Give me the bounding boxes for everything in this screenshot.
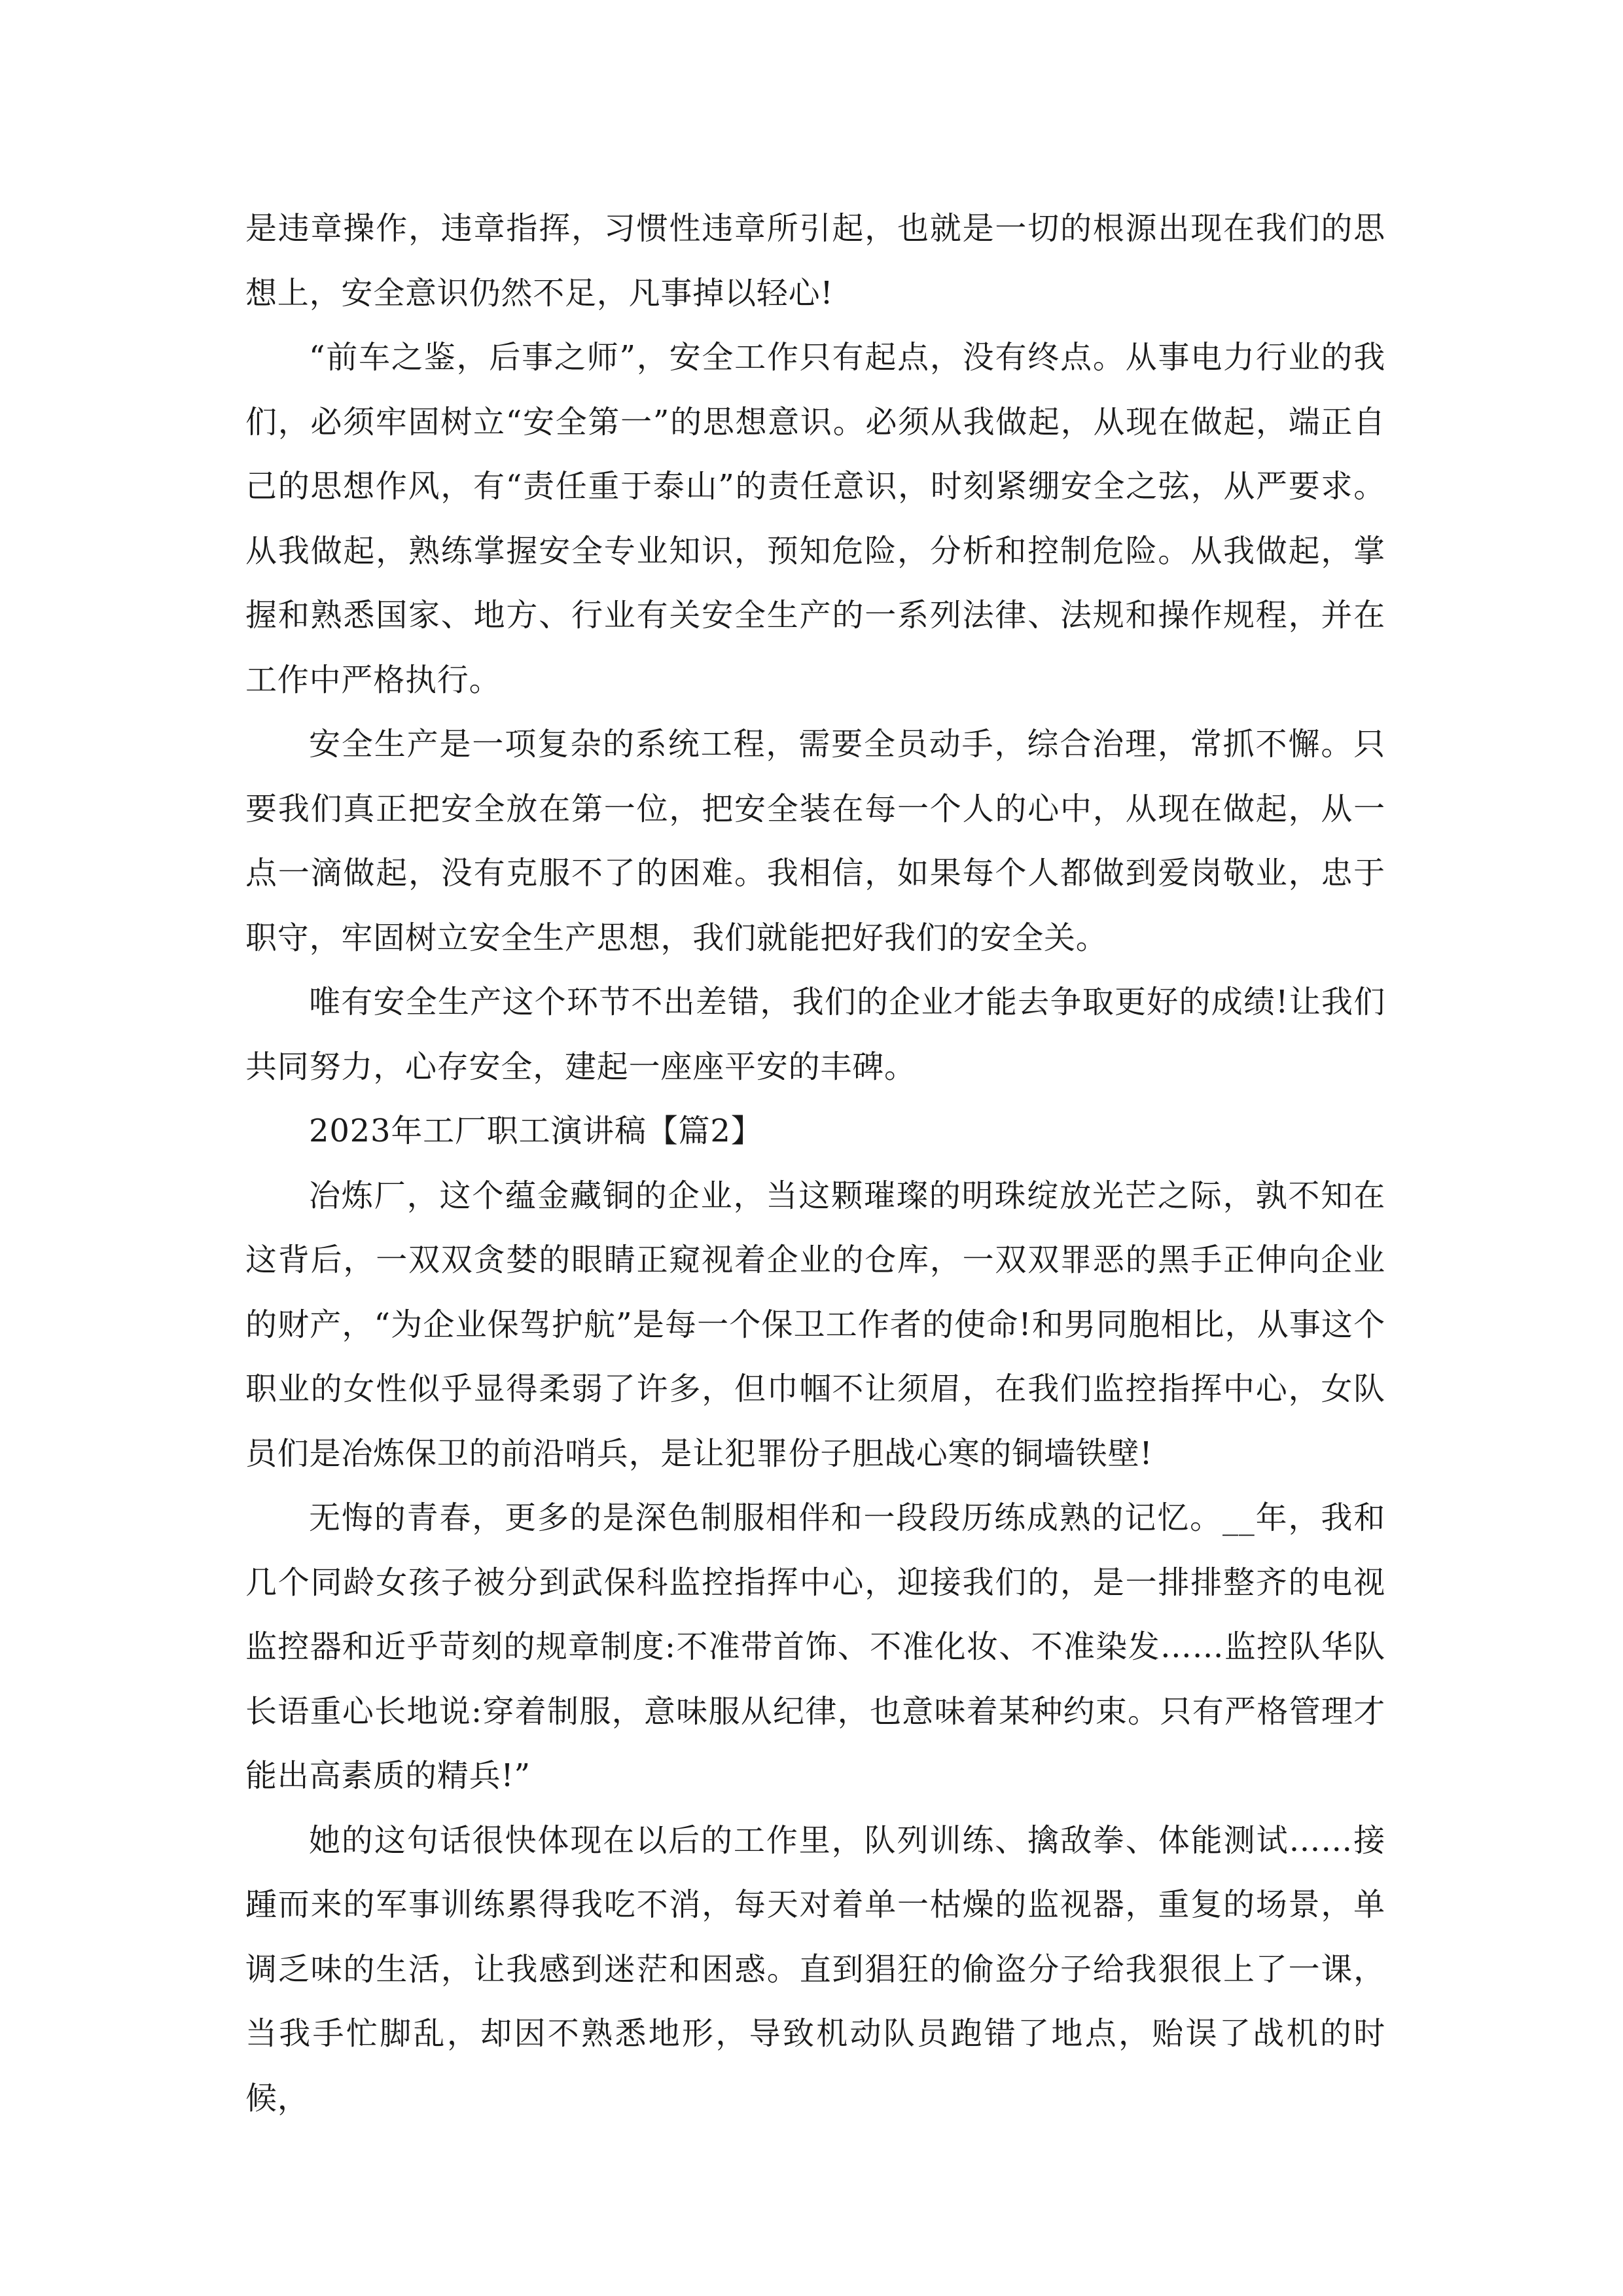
document-body xyxy=(245,196,1385,2130)
paragraph: 唯有安全生产这个环节不出差错，我们的企业才能去争取更好的成绩!让我们共同努力，心存安全，建起一座座平安的丰碑。 xyxy=(245,984,1385,1085)
paragraph: 冶炼厂，这个蕴金藏铜的企业，当这颗璀璨的明珠绽放光芒之际，孰不知在这背后，一双双贪婪的眼睛正窥视着企业的仓库，一双双罪恶的黑手正伸向企业的财产，“为企业保驾护航”是每一个保卫工作者的使命!和男同胞相比，从事这个职业的女性似乎显得柔弱了许多，但巾帼不让须眉，在我们监控指挥中心，女队员们是冶炼保卫的前沿哨兵，是让犯罪份子胆战心寒的铜墙铁壁! xyxy=(245,1177,1385,1472)
paragraph-continuation: 是违章操作，违章指挥，习惯性违章所引起，也就是一切的根源出现在我们的思想上，安全意识仍然不足，凡事掉以轻心! xyxy=(245,210,1385,312)
section-heading: 2023年工厂职工演讲稿【篇2】 xyxy=(309,1113,763,1149)
paragraph: 无悔的青春，更多的是深色制服相伴和一段段历练成熟的记忆。__年，我和几个同龄女孩子被分到武保科监控指挥中心，迎接我们的，是一排排整齐的电视监控器和近乎苛刻的规章制度:不准带首饰、不准化妆、不准染发……监控队华队长语重心长地说:穿着制服，意味服从纪律，也意味着某种约束。只有严格管理才能出高素质的精兵!” xyxy=(245,1499,1385,1794)
paragraph: 安全生产是一项复杂的系统工程，需要全员动手，综合治理，常抓不懈。只要我们真正把安全放在第一位，把安全装在每一个人的心中，从现在做起，从一点一滴做起，没有克服不了的困难。我相信，如果每个人都做到爱岗敬业，忠于职守，牢固树立安全生产思想，我们就能把好我们的安全关。 xyxy=(245,726,1385,956)
paragraph: 她的这句话很快体现在以后的工作里，队列训练、擒敌拳、体能测试……接踵而来的军事训练累得我吃不消，每天对着单一枯燥的监视器，重复的场景，单调乏味的生活，让我感到迷茫和困惑。直到猖狂的偷盗分子给我狠很上了一课，当我手忙脚乱，却因不熟悉地形，导致机动队员跑错了地点，贻误了战机的时候， xyxy=(245,1821,1385,2117)
paragraph: “前车之鉴，后事之师”，安全工作只有起点，没有终点。从事电力行业的我们，必须牢固树立“安全第一”的思想意识。必须从我做起，从现在做起，端正自己的思想作风，有“责任重于泰山”的责任意识，时刻紧绷安全之弦，从严要求。从我做起，熟练掌握安全专业知识，预知危险，分析和控制危险。从我做起，掌握和熟悉国家、地方、行业有关安全生产的一系列法律、法规和操作规程，并在工作中严格执行。 xyxy=(245,339,1385,698)
